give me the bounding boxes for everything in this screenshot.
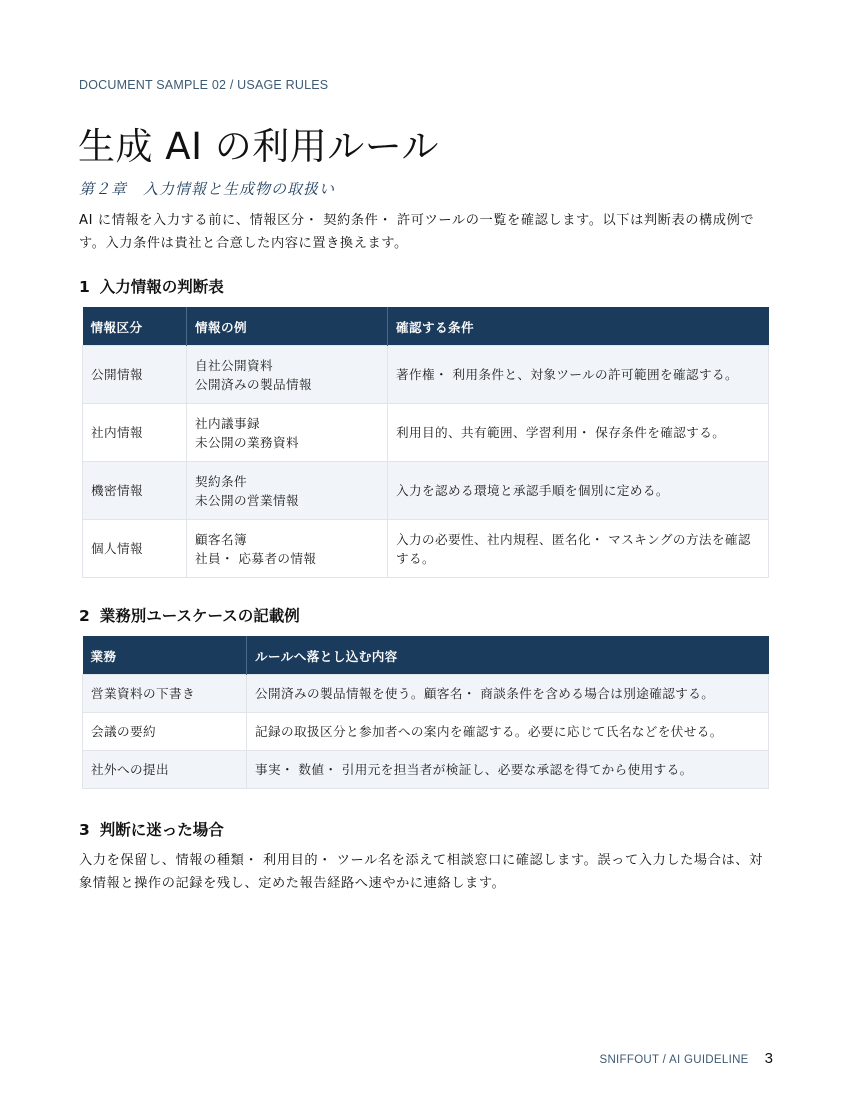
info-examples-cell: [187, 346, 388, 404]
chapter-subtitle: 第２章 入力情報と生成物の取扱い: [79, 180, 336, 198]
page-footer: [599, 1050, 773, 1067]
info-examples-cell: [187, 404, 388, 462]
column-header: ルールへ落とし込む内容: [247, 636, 769, 675]
column-header: 情報の例: [187, 307, 388, 346]
input-info-table: [82, 307, 769, 578]
table-row: [83, 675, 769, 713]
example-line: 公開済みの製品情報: [195, 376, 312, 392]
rule-content-cell: 記録の取扱区分と参加者への案内を確認する。必要に応じて氏名などを伏せる。: [247, 713, 769, 751]
info-category-cell: 社内情報: [83, 404, 187, 462]
section-2-heading: [79, 604, 300, 626]
page-number: 3: [764, 1050, 773, 1067]
task-cell: 会議の要約: [83, 713, 247, 751]
intro-paragraph: AI に情報を入力する前に、情報区分・ 契約条件・ 許可ツールの一覧を確認します。以下は判断表の構成例です。入力条件は貴社と合意した内容に置き換えます。: [79, 213, 755, 251]
info-examples-cell: [187, 462, 388, 520]
section-title: 判断に迷った場合: [99, 821, 224, 839]
table-row: [83, 713, 769, 751]
example-line: 社員・ 応募者の情報: [195, 550, 317, 566]
table-header-row: [83, 307, 769, 346]
table-row: [83, 346, 769, 404]
condition-cell: 入力を認める環境と承認手順を個別に定める。: [388, 462, 769, 520]
document-header-label: DOCUMENT SAMPLE 02 / USAGE RULES: [79, 78, 329, 92]
info-category-cell: 公開情報: [83, 346, 187, 404]
info-category-cell: 機密情報: [83, 462, 187, 520]
rule-content-cell: 事実・ 数値・ 引用元を担当者が検証し、必要な承認を得てから使用する。: [247, 751, 769, 789]
section-3-heading: [79, 818, 224, 840]
example-line: 未公開の営業情報: [195, 492, 299, 508]
table-header-row: [83, 636, 769, 675]
example-line: 契約条件: [195, 473, 247, 489]
section-number: 2: [79, 607, 90, 625]
task-cell: 社外への提出: [83, 751, 247, 789]
info-category-cell: 個人情報: [83, 520, 187, 578]
table-row: [83, 462, 769, 520]
condition-cell: 著作権・ 利用条件と、対象ツールの許可範囲を確認する。: [388, 346, 769, 404]
table-row: [83, 520, 769, 578]
section-3-paragraph: 入力を保留し、情報の種類・ 利用目的・ ツール名を添えて相談窓口に確認します。誤って入力した場合は、対象情報と操作の記録を残し、定めた報告経路へ速やかに連絡します。: [79, 853, 763, 891]
rule-content-cell: 公開済みの製品情報を使う。顧客名・ 商談条件を含める場合は別途確認する。: [247, 675, 769, 713]
example-line: 自社公開資料: [195, 357, 273, 373]
example-line: 顧客名簿: [195, 531, 247, 547]
info-examples-cell: [187, 520, 388, 578]
condition-cell: 入力の必要性、社内規程、匿名化・ マスキングの方法を確認する。: [388, 520, 769, 578]
task-cell: 営業資料の下書き: [83, 675, 247, 713]
column-header: 情報区分: [83, 307, 187, 346]
example-line: 社内議事録: [195, 415, 260, 431]
example-line: 未公開の業務資料: [195, 434, 299, 450]
column-header: 確認する条件: [388, 307, 769, 346]
condition-cell: 利用目的、共有範囲、学習利用・ 保存条件を確認する。: [388, 404, 769, 462]
section-number: 3: [79, 821, 90, 839]
table-row: [83, 751, 769, 789]
section-title: 入力情報の判断表: [99, 278, 224, 296]
page-title: 生成 AI の利用ルール: [78, 125, 440, 168]
section-number: 1: [79, 278, 90, 296]
use-case-table: [82, 636, 769, 789]
column-header: 業務: [83, 636, 247, 675]
section-1-heading: [79, 275, 224, 297]
footer-label: SNIFFOUT / AI GUIDELINE: [599, 1054, 749, 1066]
section-title: 業務別ユースケースの記載例: [99, 607, 300, 625]
table-row: [83, 404, 769, 462]
